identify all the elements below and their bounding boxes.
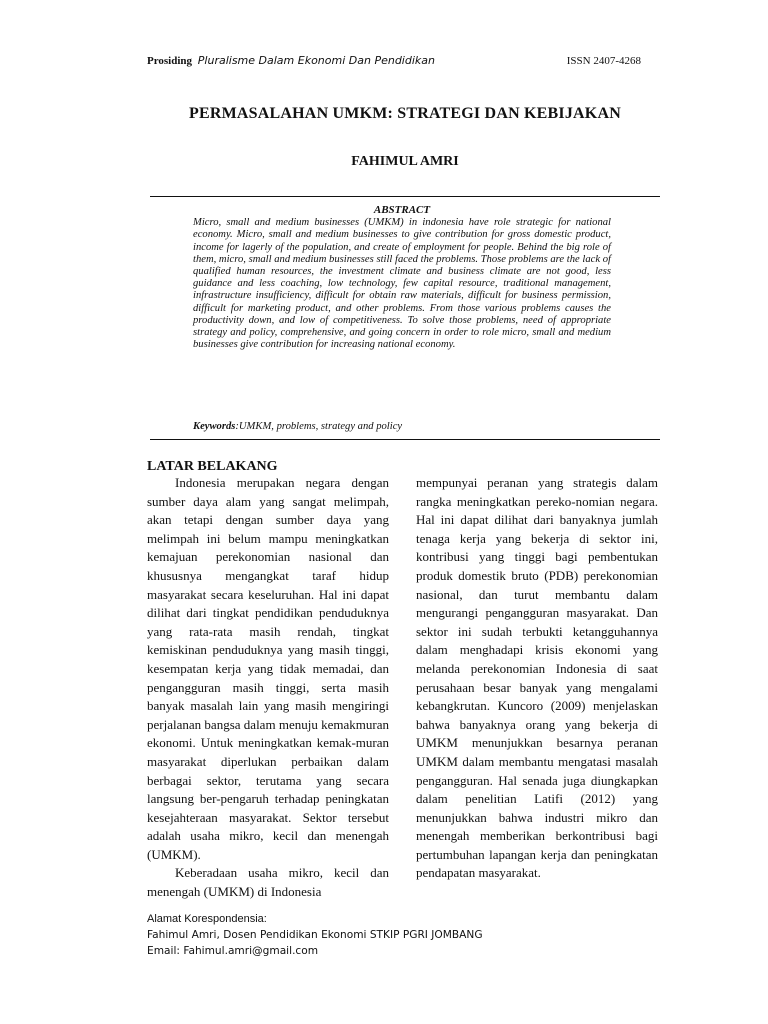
keywords-text: :UMKM, problems, strategy and policy	[235, 421, 403, 432]
paper-title: PERMASALAHAN UMKM: STRATEGI DAN KEBIJAKAN	[189, 105, 621, 122]
body-column-left	[147, 474, 389, 902]
header-prefix: Prosiding	[147, 55, 193, 67]
abstract-heading: ABSTRACT	[373, 204, 431, 216]
header-issn: ISSN 2407-4268	[566, 55, 641, 67]
footnote-label: Alamat Korespondensia:	[147, 913, 267, 925]
correspondence-footnote	[147, 911, 627, 959]
body-paragraph: mempunyai peranan yang strategis dalam rangka meningkatkan pereko-nomian negara. Hal ini dapat dilihat dari banyaknya jumlah tenaga kerja yang bekerja di sektor ini, kontribusi yang tinggi bagi pembentukan produk domestik bruto (PDB) perekonomian nasional, dan turut membantu dalam mengurangi pengangguran masyarakat. Dan sektor ini sudah terbukti ketangguhannya dalam menghadapi krisis ekonomi yang melanda perekonomian Indonesia di saat perusahaan besar banyak yang mengalami kebangkrutan. Kuncoro (2009) menjelaskan bahwa banyaknya orang yang bekerja di UMKM menunjukkan besarnya peranan UMKM dalam membantu mengatasi masalah pengangguran. Hal senada juga diungkapkan dalam penelitian Latifi (2012) yang menunjukkan bahwa industri mikro dan menengah memberikan berkontribusi bagi pertumbuhan lapangan kerja dan peningkatan pendapatan masyarakat.	[416, 475, 658, 881]
abstract-top-rule	[150, 196, 660, 197]
keywords-label: Keywords	[193, 421, 236, 432]
section-heading: LATAR BELAKANG	[147, 459, 278, 474]
abstract-bottom-rule	[150, 439, 660, 440]
body-column-right	[416, 474, 658, 883]
keywords	[193, 420, 611, 433]
footnote-email-line: Email: Fahimul.amri@gmail.com	[147, 945, 319, 957]
author-name: FAHIMUL AMRI	[351, 154, 459, 169]
body-paragraph: Indonesia merupakan negara dengan sumber daya alam yang sangat melimpah, akan tetapi dengan sumber daya yang melimpah ini belum mampu meningkatkan kemajuan perekonomian nasional dan khususnya mengangkat taraf hidup masyarakat secara keseluruhan. Hal ini dapat dilihat dari tingkat pendidikan penduduknya yang rata-rata masih rendah, tingkat kemiskinan penduduknya yang masih tinggi, kesempatan kerja yang tidak memadai, dan pengangguran masih tinggi, serta masih banyak masalah lain yang masih mengiringi perjalanan bangsa dalam menuju kemakmuran ekonomi. Untuk meningkatkan kemak-muran masyarakat diperlukan perbaikan dalam berbagai sektor, terutama yang secara langsung ber-pengaruh terhadap peningkatan kesejahteraan masyarakat. Sektor tersebut adalah usaha mikro, kecil dan menengah (UMKM).	[147, 475, 389, 862]
body-paragraph: Keberadaan usaha mikro, kecil dan menengah (UMKM) di Indonesia	[147, 865, 389, 900]
footnote-author-line: Fahimul Amri, Dosen Pendidikan Ekonomi STKIP PGRI JOMBANG	[147, 929, 483, 941]
running-header	[147, 53, 641, 69]
header-journal-title: Pluralisme Dalam Ekonomi Dan Pendidikan	[197, 54, 435, 67]
abstract-text: Micro, small and medium businesses (UMKM) in indonesia have role strategic for national economy. Micro, small and medium businesses to give contribution for gross domestic product, income for lagerly of the population, and create of employment for people. Behind the big role of them, micro, small and medium businesses still faced the problems. Those problems are the lack of qualified human resources, the investment climate and business climate are not good, less guidance and less coaching, low technology, few capital resource, traditional management, infrastructure insufficiency, difficult for obtain raw materials, difficult for business permission, difficult for marketing product, and other problems. From those various problems causes the productivity down, and low of competitiveness. To solve those problems, need of appropriate strategy and policy, comprehensive, and going concern in order to role micro, small and medium businesses give contribution for increasing national economy.	[193, 217, 611, 351]
abstract-block	[193, 204, 611, 351]
